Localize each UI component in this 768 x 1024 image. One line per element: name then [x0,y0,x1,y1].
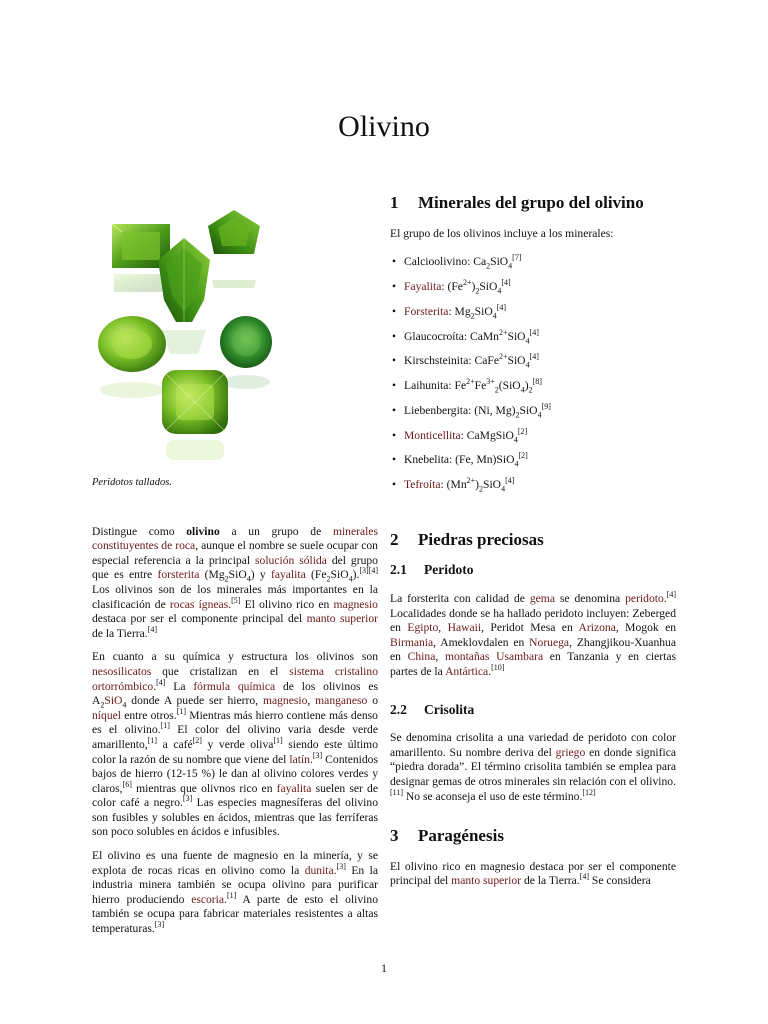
citation[interactable]: [11] [390,787,404,797]
wiki-link[interactable]: manganeso [315,694,368,708]
section-heading-3: 3 Paragénesis [390,826,504,846]
subscript: 2 [224,574,229,584]
citation[interactable]: [1] [160,721,170,731]
body-paragraph: Distingue como olivino a un grupo de minerales constituyentes de roca, aunque el nombre se suele ocupar con especial referencia a la principal solución sólida del grupo que es entre forsterita $(Mg_2SiO_4)$ y fayalita $(Fe_2SiO_4).[3][4]$ Los olivinos son de los minerales más importantes en la clasificación de rocas ígneas.[5] El olivino rico en magnesio destaca por ser el componente principal del manto superior de la Tierra.[4] [92,524,379,640]
wiki-link[interactable]: Tefroíta [404,478,441,492]
citation[interactable]: [4] [579,872,589,882]
citation[interactable]: [3] [154,920,165,930]
body-paragraph: El olivino es una fuente de magnesio en la minería, y se explota de rocas ricas en olivino como la dunita.[3] En la industria minera también se ocupa olivino para purificar hierro produciendo escoria.[1] A parte de esto el olivino también se ocupa para fabricar materiales resistentes a altas temperaturas.[3] [92,849,378,936]
citation[interactable]: [1] [147,736,158,746]
wiki-link[interactable]: nesosilicatos [92,664,152,678]
citation[interactable]: [6] [122,779,132,789]
citation[interactable]: 2+ [499,352,508,362]
subscript: 2 [100,700,105,710]
mineral-list-item: • Knebelita: (Fe, Mn)SiO$_4$[2] [404,453,676,468]
subscript: 4 [514,459,519,469]
gem-oval [98,316,166,398]
wiki-link[interactable]: peridoto [625,592,664,605]
wiki-link[interactable]: latín [289,752,310,766]
citation[interactable]: 2+ [466,377,475,387]
mineral-list-item: • Tefroíta: $(Mn^{2+})_2SiO_4[4]$ [404,478,676,493]
wiki-link[interactable]: gema [529,592,555,605]
subscript: 2 [326,574,331,584]
subscript: 4 [348,574,353,584]
wiki-link[interactable]: griego [555,745,586,759]
citation[interactable]: [7] [512,253,522,263]
wiki-link[interactable]: Noruega [529,635,570,649]
citation[interactable]: [3] [336,861,346,871]
mineral-list-item: • Glaucocroíta: CaMn$^{2+}$SiO$_4$[4] [404,330,676,345]
citation[interactable]: [2] [517,426,528,436]
wiki-link[interactable]: magnesio [262,694,308,708]
citation[interactable]: [4] [529,352,539,362]
mineral-list-item: • Calcioolivino: $Ca_2SiO_4[7]$ [404,255,676,270]
wiki-link[interactable]: magnesio [333,597,378,611]
gem-round [220,316,272,389]
peridoto-paragraph: La forsterita con calidad de gema se denomina peridoto.[4] Localidades donde se ha hallado peridoto incluyen: Zeberged en Egipto, Hawaii, Peridot Mesa en Arizona, Mogok en Birmania, Ameklovdalen en Noruega, Zhangjikou-Xuanhua en China, montañas Usambara en Tanzania y en ciertas partes de la Antártica.[10] [390,590,677,678]
subscript: 4 [537,410,542,420]
subscript: 2 [528,385,533,395]
page-number: 1 [381,961,387,975]
subscript: 4 [513,434,518,444]
subscript: 2 [515,410,520,420]
citation[interactable]: [10] [491,663,505,673]
subscript: 2 [475,286,480,296]
crisolita-paragraph: Se denomina crisolita a una variedad de peridoto con color amarillento. Su nombre deriva del griego en donde significa “piedra dorada”. El término crisolita también se emplea para designar gemas de otros minerales sin relación con el olivino.[11] No se aconseja el uso de este término.[12] [390,731,676,803]
mineral-list-item: • Laihunita: $Fe^{2+}Fe^{3+}_2(SiO_4)_2[8]$ [404,379,676,394]
gem-pentagonal [208,210,260,288]
peridot-gems-image [92,204,282,464]
figure-caption: Peridotos tallados. [92,477,172,488]
wiki-link[interactable]: Egipto [407,621,439,635]
wiki-link[interactable]: solución sólida [255,553,327,567]
subscript: 2 [479,484,484,494]
mineral-list-item: • Forsterita: $Mg_2SiO_4[4]$ [404,305,676,320]
wiki-link[interactable]: Monticellita [404,428,461,442]
citation[interactable]: [4] [501,278,511,288]
citation[interactable]: [4] [147,624,158,634]
subscript: 4 [525,360,530,370]
mineral-list-item: • Kirschsteinita: CaFe$^{2+}$SiO$_4$[4] [404,354,676,369]
citation[interactable]: [1] [273,736,283,746]
citation[interactable]: [5] [231,595,241,605]
subscript: 4 [122,700,127,710]
citation[interactable]: [3][4] [359,566,378,576]
citation[interactable]: 2+ [462,278,472,288]
subscript: 4 [492,311,497,321]
wiki-link[interactable]: manto superior [451,874,522,888]
citation[interactable]: [3] [312,750,323,760]
paragenesis-paragraph: El olivino rico en magnesio destaca por ser el componente principal del manto superior de la Tierra.[4] Se considera [390,859,676,888]
body-paragraph: En cuanto a su química y estructura los olivinos son nesosilicatos que cristalizan en el sistema cristalino ortorrómbico.[4] La fórmula química de los olivinos es $A_2SiO_4$ donde A puede ser hierro, magnesio, manganeso o níquel entre otros.[1] Mientras más hierro contiene más denso es el olivino.[1] El color del olivino varia desde verde amarillento,[1] a café[2] y verde oliva[1] siendo este último color la razón de su nombre que viene del latín.[3] Contenidos bajos de hierro (12-15 %) le dan al olivino colores verdes y claros,[6] mientras que olivnos rico en fayalita suelen ser de color café a negro.[3] Las especies magnesíferas del olivino son fusibles y solubles en ácidos, mientras que las ferríferas son poco solubles en ácidos e infusibles. [92,650,378,839]
gem-cushion [162,370,228,460]
wiki-link[interactable]: escoria [191,892,225,906]
wiki-link[interactable]: fórmula química [193,679,276,693]
wiki-link[interactable]: Forsterita [404,304,449,318]
wiki-link[interactable]: minerales constituyentes de roca [92,524,379,553]
wiki-link[interactable]: Birmania [390,635,434,649]
page-title: Olivino [338,110,430,143]
citation[interactable]: 2+ [466,476,476,486]
citation[interactable]: [8] [532,377,542,387]
citation[interactable]: 2+ [498,327,508,337]
wiki-link[interactable]: fayalita [276,781,312,795]
subscript: 2 [486,261,491,271]
minerals-list [390,255,676,493]
subscript: 4 [525,335,530,345]
citation[interactable]: [4] [505,476,515,486]
wiki-link[interactable]: China [407,650,436,664]
subscript: 4 [246,574,251,584]
citation[interactable]: [12] [582,787,596,797]
subsection-heading-2-1: 2.1 Peridoto [390,562,474,578]
gem-shield [158,238,210,354]
citation[interactable]: [1] [176,706,187,716]
subsection-heading-2-2: 2.2 Crisolita [390,701,475,717]
subscript: 4 [501,484,506,494]
citation[interactable]: [3] [182,794,193,804]
subscript: 4 [520,385,525,395]
wiki-link[interactable]: fayalita [270,568,306,582]
wiki-link[interactable]: dunita [304,863,334,877]
citation[interactable]: [2] [518,451,528,461]
wiki-link[interactable]: sistema cristalino ortorrómbico [92,664,378,693]
right-column [390,193,677,898]
citation[interactable]: [1] [226,890,237,900]
subscript: 2 [494,385,499,395]
citation[interactable]: [4] [529,327,539,337]
mineral-list-item: • Monticellita: CaMgSiO$_4$[2] [404,429,676,444]
citation[interactable]: 3+ [486,377,495,387]
citation[interactable]: [4] [666,590,676,600]
wiki-link[interactable]: Antártica [445,664,489,678]
wiki-link[interactable]: Fayalita [404,279,442,293]
figure-peridots [92,204,282,464]
wiki-link[interactable]: níquel [92,708,121,722]
citation[interactable]: [2] [192,736,202,746]
wiki-link[interactable]: rocas ígneas [169,597,229,611]
mineral-list-item: • Liebenbergita: (Ni, $Mg)_2SiO_4[9]$ [404,404,676,419]
intro-text [92,525,378,937]
wiki-link[interactable]: Arizona [578,621,616,635]
subscript: 2 [470,311,475,321]
section-heading-1: 1 Minerales del grupo del olivino [390,193,644,212]
wiki-link[interactable]: forsterita [157,568,200,582]
mineral-list-item: • Fayalita: $(Fe^{2+})_2SiO_4[4]$ [404,280,676,295]
subscript: 4 [497,286,502,296]
section-1-intro: El grupo de los olivinos incluye a los minerales: [390,226,614,240]
subscript: 4 [508,261,513,271]
citation[interactable]: [4] [496,302,507,312]
wiki-link[interactable]: Hawaii [447,621,482,635]
citation[interactable]: [9] [541,402,551,412]
left-column [92,204,378,946]
wiki-link[interactable]: manto superior [306,612,378,626]
section-heading-2: 2 Piedras preciosas [390,529,544,549]
bold-term: olivino [186,524,220,538]
citation[interactable]: [4] [156,677,166,687]
wiki-link[interactable]: SiO [104,694,123,708]
wiki-link[interactable]: montañas Usambara [444,650,544,664]
